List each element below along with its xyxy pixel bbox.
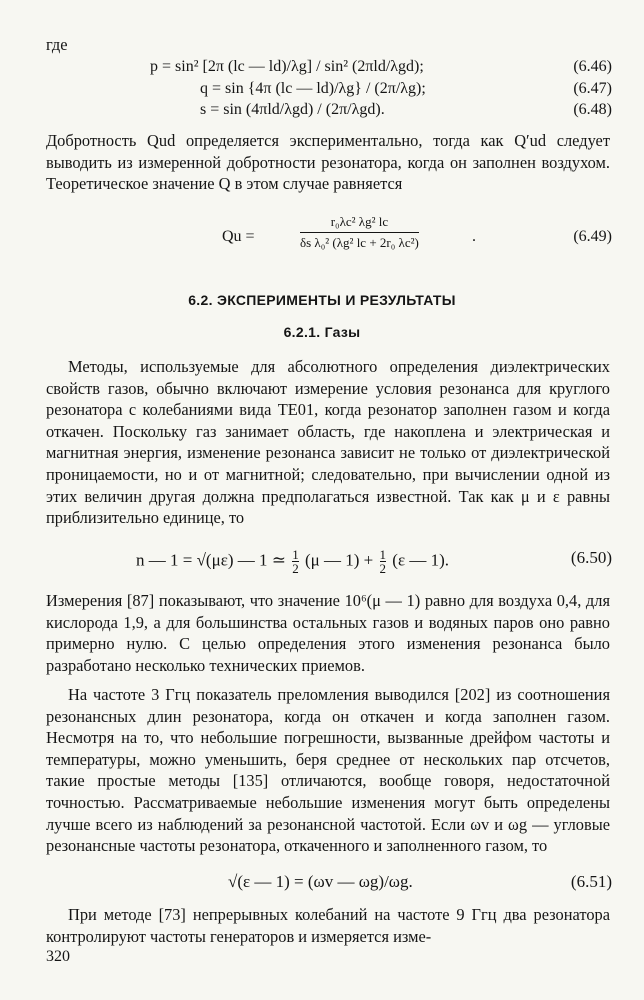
paragraph-measurements: Измерения [87] показывают, что значение 10⁶(μ — 1) равно для воздуха 0,4, для кислорода 1,9, а для большинства остальных газов и водяных паров оно равно примерно нулю. С целью определения этого изменения резонанса было разработано несколько технических приемов. <box>46 591 610 675</box>
equation-6-48 <box>40 101 612 121</box>
equation-6-49-tail: . <box>472 228 476 245</box>
paragraph-methods: Методы, используемые для абсолютного определения диэлектрических свойств газов, обычно включают измерение условия резонанса для круглого резонатора с колебаниями вида TE01, когда резонатор заполнен газом и когда откачен. Поскольку газ занимает область, где накоплена и электрическая и магнитная энергия, изменение резонанса зависит не только от диэлектрической проницаемости, но и от магнитной; следовательно, при вычислении одной из этих величин другая должна предполагаться известной. Так как μ и ε равны приблизительно единице, то <box>46 357 610 528</box>
equation-6-51-formula: √(ε — 1) = (ωv — ωg)/ωg. <box>228 872 413 891</box>
equation-6-51-number: (6.51) <box>570 872 612 891</box>
equation-6-46-formula: p = sin² [2π (lc — ld)/λg] / sin² (2πld/λgd); <box>150 58 424 75</box>
fraction-one-half-1-den: 2 <box>292 561 299 576</box>
equation-6-49 <box>40 214 612 266</box>
page-number: 320 <box>46 948 70 965</box>
equation-6-50 <box>40 542 612 576</box>
equation-6-49-denominator: δs λ₀² (λg² lc + 2r₀ λc²) <box>300 235 419 250</box>
equation-6-50-number: (6.50) <box>570 548 612 567</box>
equation-6-49-fraction <box>300 214 419 251</box>
equation-6-48-formula: s = sin (4πld/λgd) / (2π/λgd). <box>200 101 385 118</box>
equation-6-50-part2: (μ — 1) + <box>305 550 374 570</box>
equation-6-50-part1: n — 1 = √(με) — 1 ≃ <box>136 550 286 570</box>
fraction-one-half-2-den: 2 <box>379 561 387 576</box>
fraction-one-half-1-num: 1 <box>292 547 299 562</box>
equation-6-48-number: (6.48) <box>573 101 612 118</box>
equation-6-47-formula: q = sin {4π (lc — ld)/λg} / (2π/λg); <box>200 80 426 97</box>
intro-word: где <box>46 35 68 54</box>
paragraph-method-73: При методе [73] непрерывных колебаний на частоте 9 Ггц два резонатора контролируют частоты генераторов и измеряется изме- <box>46 905 610 946</box>
fraction-one-half-2-num: 1 <box>379 547 387 562</box>
equation-6-51 <box>40 872 612 896</box>
subsection-heading: 6.2.1. Газы <box>283 324 361 340</box>
equation-6-49-lhs: Qu = <box>222 228 255 245</box>
equation-6-47-number: (6.47) <box>573 80 612 97</box>
equation-6-49-number: (6.49) <box>573 228 612 245</box>
equation-6-46-number: (6.46) <box>573 58 612 75</box>
section-heading: 6.2. ЭКСПЕРИМЕНТЫ И РЕЗУЛЬТАТЫ <box>188 292 456 308</box>
fraction-one-half-2 <box>380 548 387 575</box>
equation-6-47 <box>40 80 612 100</box>
paragraph-quality: Добротность Qud определяется экспериментально, тогда как Q′ud следует выводить из измеренной добротности резонатора, когда он заполнен воздухом. Теоретическое значение Q в этом случае равняется <box>46 131 610 194</box>
equation-6-50-content <box>136 548 449 575</box>
equation-6-49-numerator: r₀λc² λg² lc <box>330 214 389 229</box>
equation-6-46 <box>40 58 612 78</box>
fraction-one-half-1 <box>292 548 299 575</box>
paragraph-frequency: На частоте 3 Ггц показатель преломления выводился [202] из соотношения резонансных длин резонатора, когда он откачен и когда заполнен газом. Несмотря на то, что небольшие погрешности, вызванные дрейфом частоты и температуры, можно уменьшить, беря среднее от нескольких пар отсчетов, такие простые методы [135] отличаются, вообще говоря, недостаточной точностью. Рассматриваемые небольшие изменения могут быть определены лучше всего из наблюдений за резонансной частотой. Если ωv и ωg — угловые резонансные частоты резонатора, откаченного и заполненного газом, то <box>46 685 610 856</box>
equation-6-50-part3: (ε — 1). <box>392 550 449 570</box>
